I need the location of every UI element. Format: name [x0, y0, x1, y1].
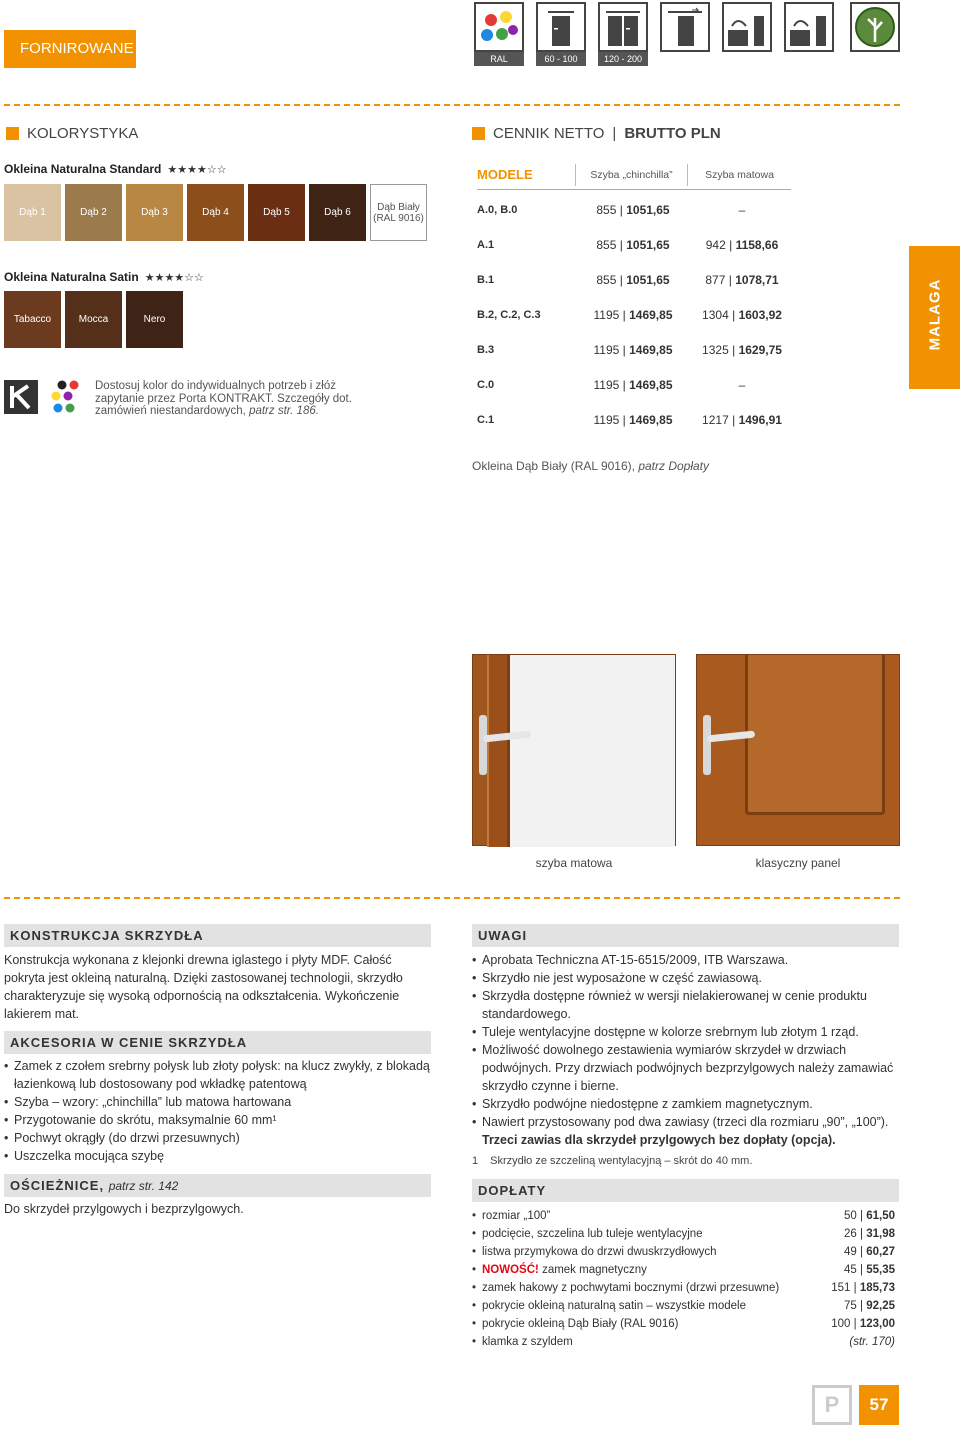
price-matowa [689, 308, 795, 322]
model-code: A.1 [477, 238, 495, 251]
price-sep: | [619, 202, 623, 217]
doplata-row [472, 1225, 895, 1243]
akcesoria-item: • Szyba – wzory: „chinchilla” lub matowa hartowana [4, 1093, 432, 1111]
doplata-row [472, 1333, 895, 1351]
price-sep: | [732, 412, 736, 427]
satin-title: Okleina Naturalna Satin [4, 270, 139, 284]
doplata-label [472, 1246, 717, 1258]
double-door-width-icon-group [598, 2, 648, 66]
single-door-width-icon-group [536, 2, 586, 66]
price-net: 1195 [593, 307, 620, 322]
doplata-label-text: klamka z szyldem [482, 1336, 573, 1348]
single-width-caption: 60 - 100 [536, 52, 586, 66]
satin-swatches [4, 291, 183, 348]
single-door-width-icon [536, 2, 586, 52]
price-net: 1195 [593, 377, 620, 392]
porta-logo-icon: P [812, 1385, 852, 1425]
price-sep: | [860, 1228, 864, 1240]
uwagi-item: • Aprobata Techniczna AT-15-6515/2009, ITB Warszawa. [472, 951, 900, 969]
doplata-label [472, 1228, 703, 1240]
color-swatch[interactable]: Dąb 5 [248, 184, 305, 241]
uwagi-footnote [472, 1155, 752, 1167]
model-code: C.0 [477, 378, 495, 391]
akcesoria-item: • Pochwyt okrągły (do drzwi przesuwnych) [4, 1129, 432, 1147]
price-chinchilla [577, 378, 689, 392]
doplata-label-text: zamek hakowy z pochwytami bocznymi (drzwi przesuwne) [482, 1282, 780, 1294]
top-divider [4, 104, 900, 106]
double-width-caption: 120 - 200 [598, 52, 648, 66]
doplata-label-text: pokrycie okleiną Dąb Biały (RAL 9016) [482, 1318, 679, 1330]
color-swatch[interactable]: Dąb 2 [65, 184, 122, 241]
cennik-title-gross: BRUTTO PLN [624, 125, 721, 142]
standard-swatches [4, 184, 427, 241]
color-swatch[interactable]: Dąb Biały (RAL 9016) [370, 184, 427, 241]
doplata-label-text: rozmiar „100” [482, 1210, 551, 1222]
price-gross: 123,00 [859, 1318, 895, 1330]
door-photo-matte-glass [472, 654, 676, 846]
akcesoria-item: • Uszczelka mocująca szybę [4, 1147, 432, 1165]
doplata-price [844, 1210, 895, 1222]
price-net: 100 [831, 1318, 851, 1330]
oscieznice-ref[interactable]: patrz str. 142 [108, 1179, 179, 1193]
price-net: 877 [705, 272, 726, 287]
price-sep: | [732, 307, 736, 322]
col-models: MODELE [477, 167, 533, 182]
kolorystyka-title: KOLORYSTYKA [27, 125, 139, 142]
caption-classic-panel: klasyczny panel [755, 856, 841, 870]
price-sep: | [853, 1282, 857, 1294]
akcesoria-item: • Zamek z czołem srebrny połysk lub złoty połysk: na klucz zwykły, z blokadą łazienkową lub dostosowany pod wkładkę patentową [4, 1057, 432, 1093]
price-net: 75 [844, 1300, 857, 1312]
doplata-row [472, 1279, 895, 1297]
price-matowa [689, 238, 795, 252]
doplata-row [472, 1243, 895, 1261]
model-code: B.2, C.2, C.3 [477, 308, 541, 321]
new-badge: NOWOŚĆ! [482, 1264, 539, 1276]
title-separator: | [612, 125, 617, 142]
section-square-icon [472, 127, 485, 140]
price-net: 855 [596, 202, 617, 217]
color-swatch[interactable]: Dąb 6 [309, 184, 366, 241]
doplata-label [472, 1264, 647, 1276]
uwagi-item: • Skrzydło nie jest wyposażone w część zawiasową. [472, 969, 900, 987]
price-gross: 1158,66 [735, 237, 779, 252]
doplata-label [472, 1318, 678, 1330]
price-sep: | [622, 307, 626, 322]
uwagi-list [472, 951, 900, 1149]
doplata-row [472, 1315, 895, 1333]
col-chinchilla: Szyba „chinchilla” [575, 164, 687, 186]
price-row [477, 367, 795, 402]
color-swatch[interactable]: Nero [126, 291, 183, 348]
price-net: 151 [831, 1282, 851, 1294]
konstrukcja-heading: KONSTRUKCJA SKRZYDŁA [4, 924, 431, 947]
uwagi-heading: UWAGI [472, 924, 899, 947]
model-side-tab [909, 246, 960, 389]
satin-heading [4, 270, 204, 284]
price-gross: 1078,71 [735, 272, 779, 287]
col-matowa: Szyba matowa [687, 164, 791, 186]
akcesoria-list [4, 1057, 432, 1165]
price-table-header [477, 160, 791, 190]
doplata-page-ref[interactable]: (str. 170) [849, 1336, 895, 1348]
price-matowa [689, 273, 795, 287]
doplata-label [472, 1282, 779, 1294]
price-chinchilla [577, 203, 689, 217]
doplata-label-text: pokrycie okleiną naturalną satin – wszystkie modele [482, 1300, 746, 1312]
footnote-number: 1 [472, 1155, 479, 1167]
price-gross: 1051,65 [626, 272, 670, 287]
price-gross: 60,27 [866, 1246, 895, 1258]
color-swatch[interactable]: Mocca [65, 291, 122, 348]
color-swatch[interactable]: Dąb 3 [126, 184, 183, 241]
price-row [477, 402, 795, 437]
uwagi-item: • Możliwość dowolnego zestawienia wymiarów skrzydeł w drzwiach podwójnych. Przy drzwiach podwójnych bezprzylgowych należy zamawiać skrzydło czynne i bierne. [472, 1041, 900, 1095]
price-row [477, 332, 795, 367]
model-code: B.3 [477, 343, 495, 356]
price-net: 1195 [593, 342, 620, 357]
doplaty-heading: DOPŁATY [472, 1179, 899, 1202]
price-net: 942 [705, 237, 726, 252]
oscieznice-text: Do skrzydeł przylgowych i bezprzylgowych. [4, 1202, 244, 1216]
doplata-row [472, 1207, 895, 1225]
door-photo-classic-panel [696, 654, 900, 846]
uwagi-bold-note: Trzeci zawias dla skrzydeł przylgowych bez dopłaty (opcja). [482, 1133, 836, 1147]
uwagi-item: • Skrzydła dostępne również w wersji nielakierowanej w cenie produktu standardowego. [472, 987, 900, 1023]
price-sep: | [860, 1300, 864, 1312]
price-gross: 1469,85 [629, 377, 673, 392]
price-sep: | [622, 412, 626, 427]
price-matowa [689, 343, 795, 357]
ral-palette-icon [474, 2, 524, 52]
price-net: 50 [844, 1210, 857, 1222]
standard-stars: ★★★★☆☆ [167, 163, 227, 176]
price-net: 49 [844, 1246, 857, 1258]
price-sep: | [860, 1210, 864, 1222]
akcesoria-heading: AKCESORIA W CENIE SKRZYDŁA [4, 1031, 431, 1054]
uwagi-item: • Nawiert przystosowany pod dwa zawiasy (trzeci dla rozmiaru „90”, „100”). [472, 1113, 900, 1131]
cennik-heading [472, 125, 721, 142]
oscieznice-heading [4, 1174, 431, 1197]
price-net: 1217 [702, 412, 729, 427]
price-gross: 1496,91 [738, 412, 782, 427]
door-handle-plate [479, 715, 487, 775]
price-sep: | [860, 1264, 864, 1276]
doplata-price [831, 1318, 895, 1330]
akcesoria-item: • Przygotowanie do skrótu, maksymalnie 60 mm¹ [4, 1111, 432, 1129]
category-tag: FORNIROWANE [4, 30, 136, 68]
doplaty-table [472, 1207, 895, 1351]
kontrakt-note-text: Dostosuj kolor do indywidualnych potrzeb i złóż zapytanie przez Porta KONTRAKT. Szczegóły dot. zamówień niestandardowych, [95, 380, 352, 417]
doplata-label [472, 1210, 550, 1222]
doplata-label [472, 1300, 746, 1312]
doplata-row [472, 1297, 895, 1315]
price-gross: 1051,65 [626, 237, 670, 252]
price-gross: 1469,85 [629, 342, 673, 357]
price-row [477, 192, 795, 227]
kolorystyka-heading [6, 125, 138, 142]
price-row [477, 262, 795, 297]
tree-eco-icon [850, 2, 900, 52]
color-swatch[interactable]: Dąb 1 [4, 184, 61, 241]
sink-left-icon [722, 2, 772, 52]
cennik-footnote-text: Okleina Dąb Biały (RAL 9016), [472, 459, 635, 473]
price-chinchilla [577, 343, 689, 357]
konstrukcja-text: Konstrukcja wykonana z klejonki drewna iglastego i płyty MDF. Całość pokryta jest okleiną naturalną. Dzięki zastosowanej technologii, skrzydło charakteryzuje się wysoką odpornością na odkształcenia. Wykończenie lakierem mat. [4, 953, 403, 1021]
price-sep: | [729, 237, 733, 252]
price-sep: | [619, 272, 623, 287]
model-name: MALAGA [926, 278, 944, 351]
price-matowa [689, 413, 795, 427]
price-gross: 185,73 [859, 1282, 895, 1294]
ral-caption: RAL [474, 52, 524, 66]
price-sep: | [622, 377, 626, 392]
doplata-label [472, 1336, 573, 1348]
price-row [477, 227, 795, 262]
price-gross: 1051,65 [626, 202, 670, 217]
price-chinchilla [577, 413, 689, 427]
price-sep: | [728, 272, 732, 287]
model-code: A.0, B.0 [477, 203, 518, 216]
doplata-row [472, 1261, 895, 1279]
price-net: 26 [844, 1228, 857, 1240]
price-chinchilla [577, 308, 689, 322]
price-dash: – [738, 202, 746, 217]
price-gross: 1603,92 [738, 307, 782, 322]
price-matowa [689, 378, 795, 392]
price-sep: | [860, 1246, 864, 1258]
bottom-divider [4, 897, 900, 899]
price-matowa [689, 203, 795, 217]
price-net: 45 [844, 1264, 857, 1276]
price-net: 1195 [593, 412, 620, 427]
color-dots-icon [48, 380, 82, 414]
price-gross: 31,98 [866, 1228, 895, 1240]
kontrakt-k-icon [4, 380, 38, 414]
price-gross: 61,50 [866, 1210, 895, 1222]
caption-matte-glass: szyba matowa [535, 856, 613, 870]
cennik-footnote [472, 459, 709, 473]
price-gross: 1629,75 [738, 342, 782, 357]
price-gross: 1469,85 [629, 412, 673, 427]
footnote-text: Skrzydło ze szczeliną wentylacyjną – skrót do 40 mm. [490, 1155, 753, 1167]
sink-right-icon [784, 2, 834, 52]
price-chinchilla [577, 238, 689, 252]
model-code: C.1 [477, 413, 495, 426]
price-gross: 55,35 [866, 1264, 895, 1276]
section-square-icon [6, 127, 19, 140]
price-sep: | [853, 1318, 857, 1330]
price-sep: | [619, 237, 623, 252]
cennik-footnote-ref[interactable]: patrz Dopłaty [638, 459, 710, 473]
doplata-price [844, 1246, 895, 1258]
uwagi-item: • Skrzydło podwójne niedostępne z zamkiem magnetycznym. [472, 1095, 900, 1113]
doplata-price [844, 1228, 895, 1240]
satin-stars: ★★★★☆☆ [144, 271, 204, 284]
price-gross: 1469,85 [629, 307, 673, 322]
price-net: 855 [596, 272, 617, 287]
standard-heading [4, 162, 227, 176]
price-gross: 92,25 [866, 1300, 895, 1312]
ral-palette-icon-group [474, 2, 524, 66]
price-chinchilla [577, 273, 689, 287]
price-sep: | [732, 342, 736, 357]
doplata-label-text: zamek magnetyczny [542, 1264, 647, 1276]
price-net: 1325 [702, 342, 729, 357]
standard-title: Okleina Naturalna Standard [4, 162, 162, 176]
price-sep: | [622, 342, 626, 357]
doplata-price [844, 1264, 895, 1276]
uwagi-item: • Tuleje wentylacyjne dostępne w kolorze srebrnym lub złotym 1 rząd. [472, 1023, 900, 1041]
price-net: 855 [596, 237, 617, 252]
price-row [477, 297, 795, 332]
kontrakt-note-ref[interactable]: patrz str. 186. [249, 405, 319, 417]
doplata-price [844, 1300, 895, 1312]
doplata-label-text: podcięcie, szczelina lub tuleje wentylacyjne [482, 1228, 703, 1240]
doplata-label-text: listwa przymykowa do drzwi dwuskrzydłowych [482, 1246, 717, 1258]
price-dash: – [738, 377, 746, 392]
price-table-body [477, 192, 795, 437]
color-swatch[interactable]: Dąb 4 [187, 184, 244, 241]
price-net: 1304 [702, 307, 729, 322]
model-code: B.1 [477, 273, 495, 286]
double-door-width-icon [598, 2, 648, 52]
page-number: 57 [859, 1385, 899, 1425]
cennik-title-net: CENNIK NETTO [493, 125, 605, 142]
doplata-price [831, 1282, 895, 1294]
door-handle-plate [703, 715, 711, 775]
color-swatch[interactable]: Tabacco [4, 291, 61, 348]
sliding-door-icon [660, 2, 710, 52]
kontrakt-note [95, 380, 365, 418]
oscieznice-title: OŚCIEŻNICE, [10, 1178, 105, 1193]
